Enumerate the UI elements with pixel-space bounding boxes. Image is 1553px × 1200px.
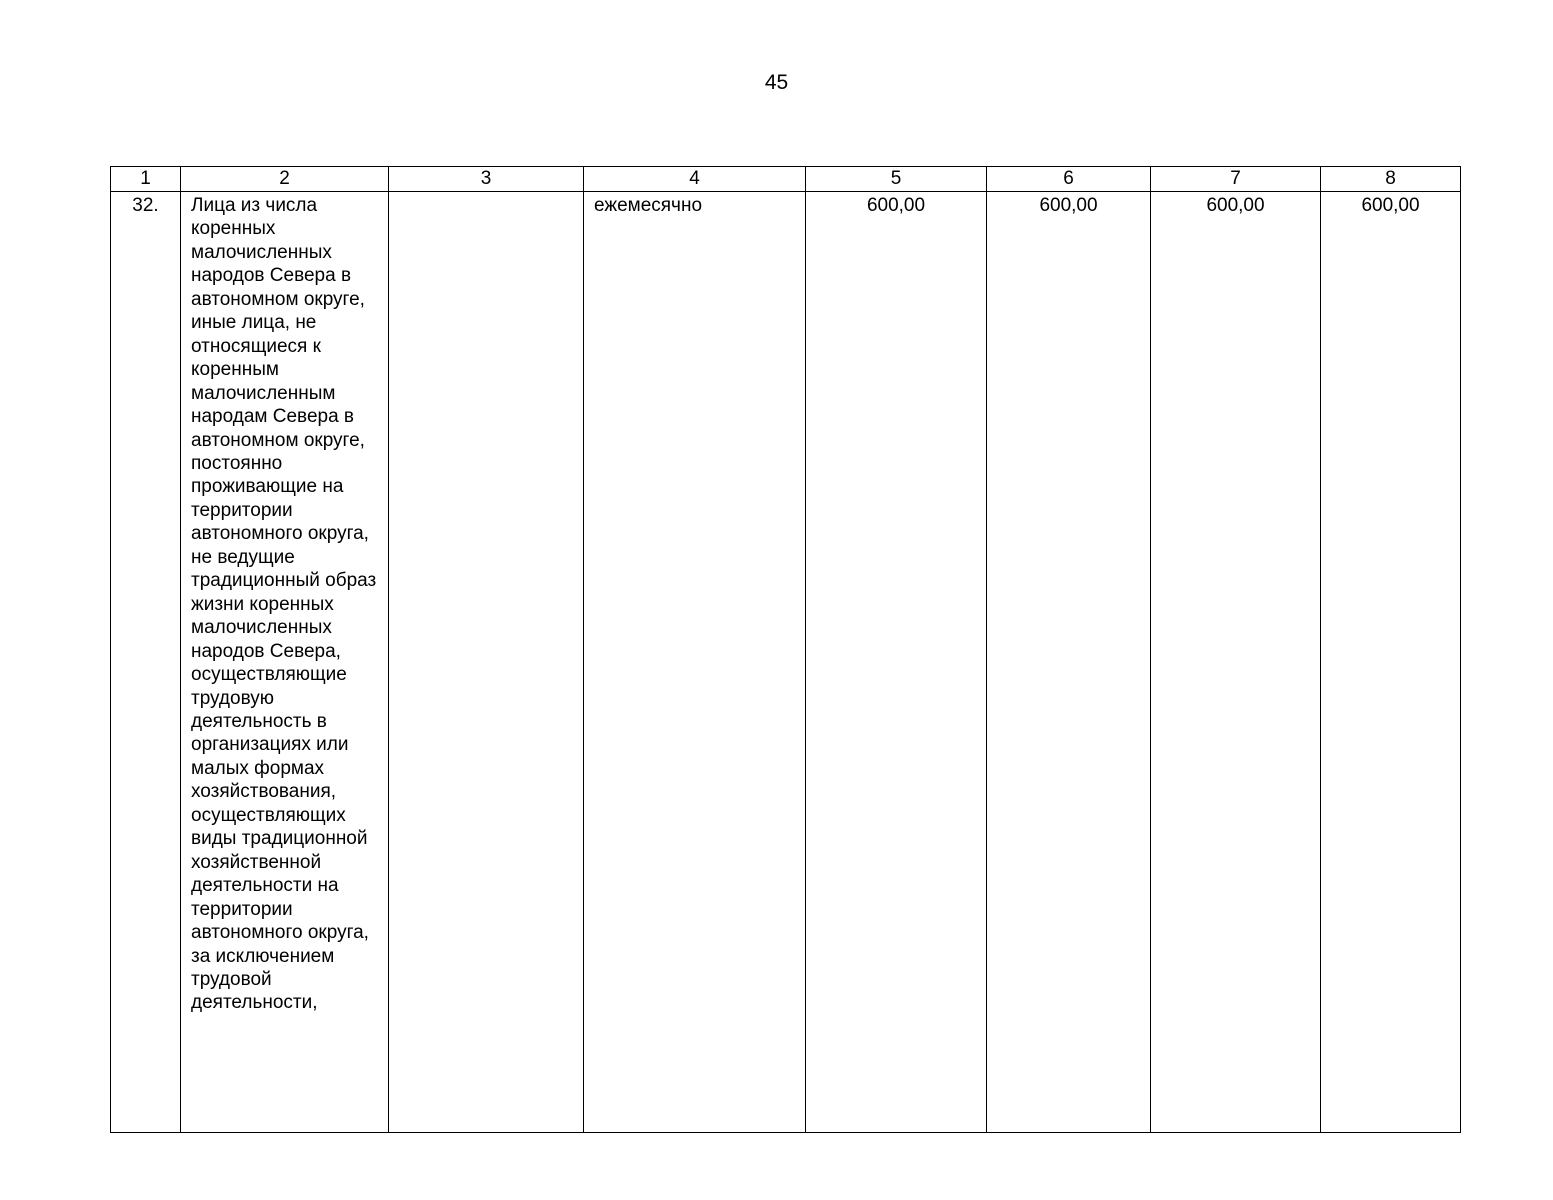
column-header-6: 6 <box>987 167 1151 192</box>
category-description-text: Лица из числа коренных малочисленных народов Севера в автономном округе, иные лица, не относящиеся к коренным малочисленным народам Севера в автономном округе, постоянно проживающие на территории автономного округа, не ведущие традиционный образ жизни коренных малочисленных народов Севера, осуществляющие трудовую деятельность в организациях или малых формах хозяйствования, осуществляющих виды традиционной хозяйственной деятельности на территории автономного округа, за исключением трудовой деятельности, <box>191 195 377 1014</box>
page-number: 45 <box>764 71 789 94</box>
column-header-5: 5 <box>806 167 987 192</box>
table-header-row <box>111 167 1461 192</box>
table-row <box>111 192 1461 1133</box>
column-header-3: 3 <box>389 167 584 192</box>
column-header-4: 4 <box>584 167 806 192</box>
column-header-2: 2 <box>181 167 389 192</box>
value-cell-5: 600,00 <box>806 192 987 1133</box>
value-cell-7: 600,00 <box>1151 192 1321 1133</box>
periodicity-cell: ежемесячно <box>584 192 806 1133</box>
column-header-7: 7 <box>1151 167 1321 192</box>
column-header-1: 1 <box>111 167 181 192</box>
category-description-cell <box>181 192 389 1133</box>
value-cell-8: 600,00 <box>1321 192 1461 1133</box>
value-cell-6: 600,00 <box>987 192 1151 1133</box>
column-header-8: 8 <box>1321 167 1461 192</box>
document-table <box>110 166 1461 1133</box>
column-3-cell <box>389 192 584 1133</box>
row-number-cell: 32. <box>111 192 181 1133</box>
